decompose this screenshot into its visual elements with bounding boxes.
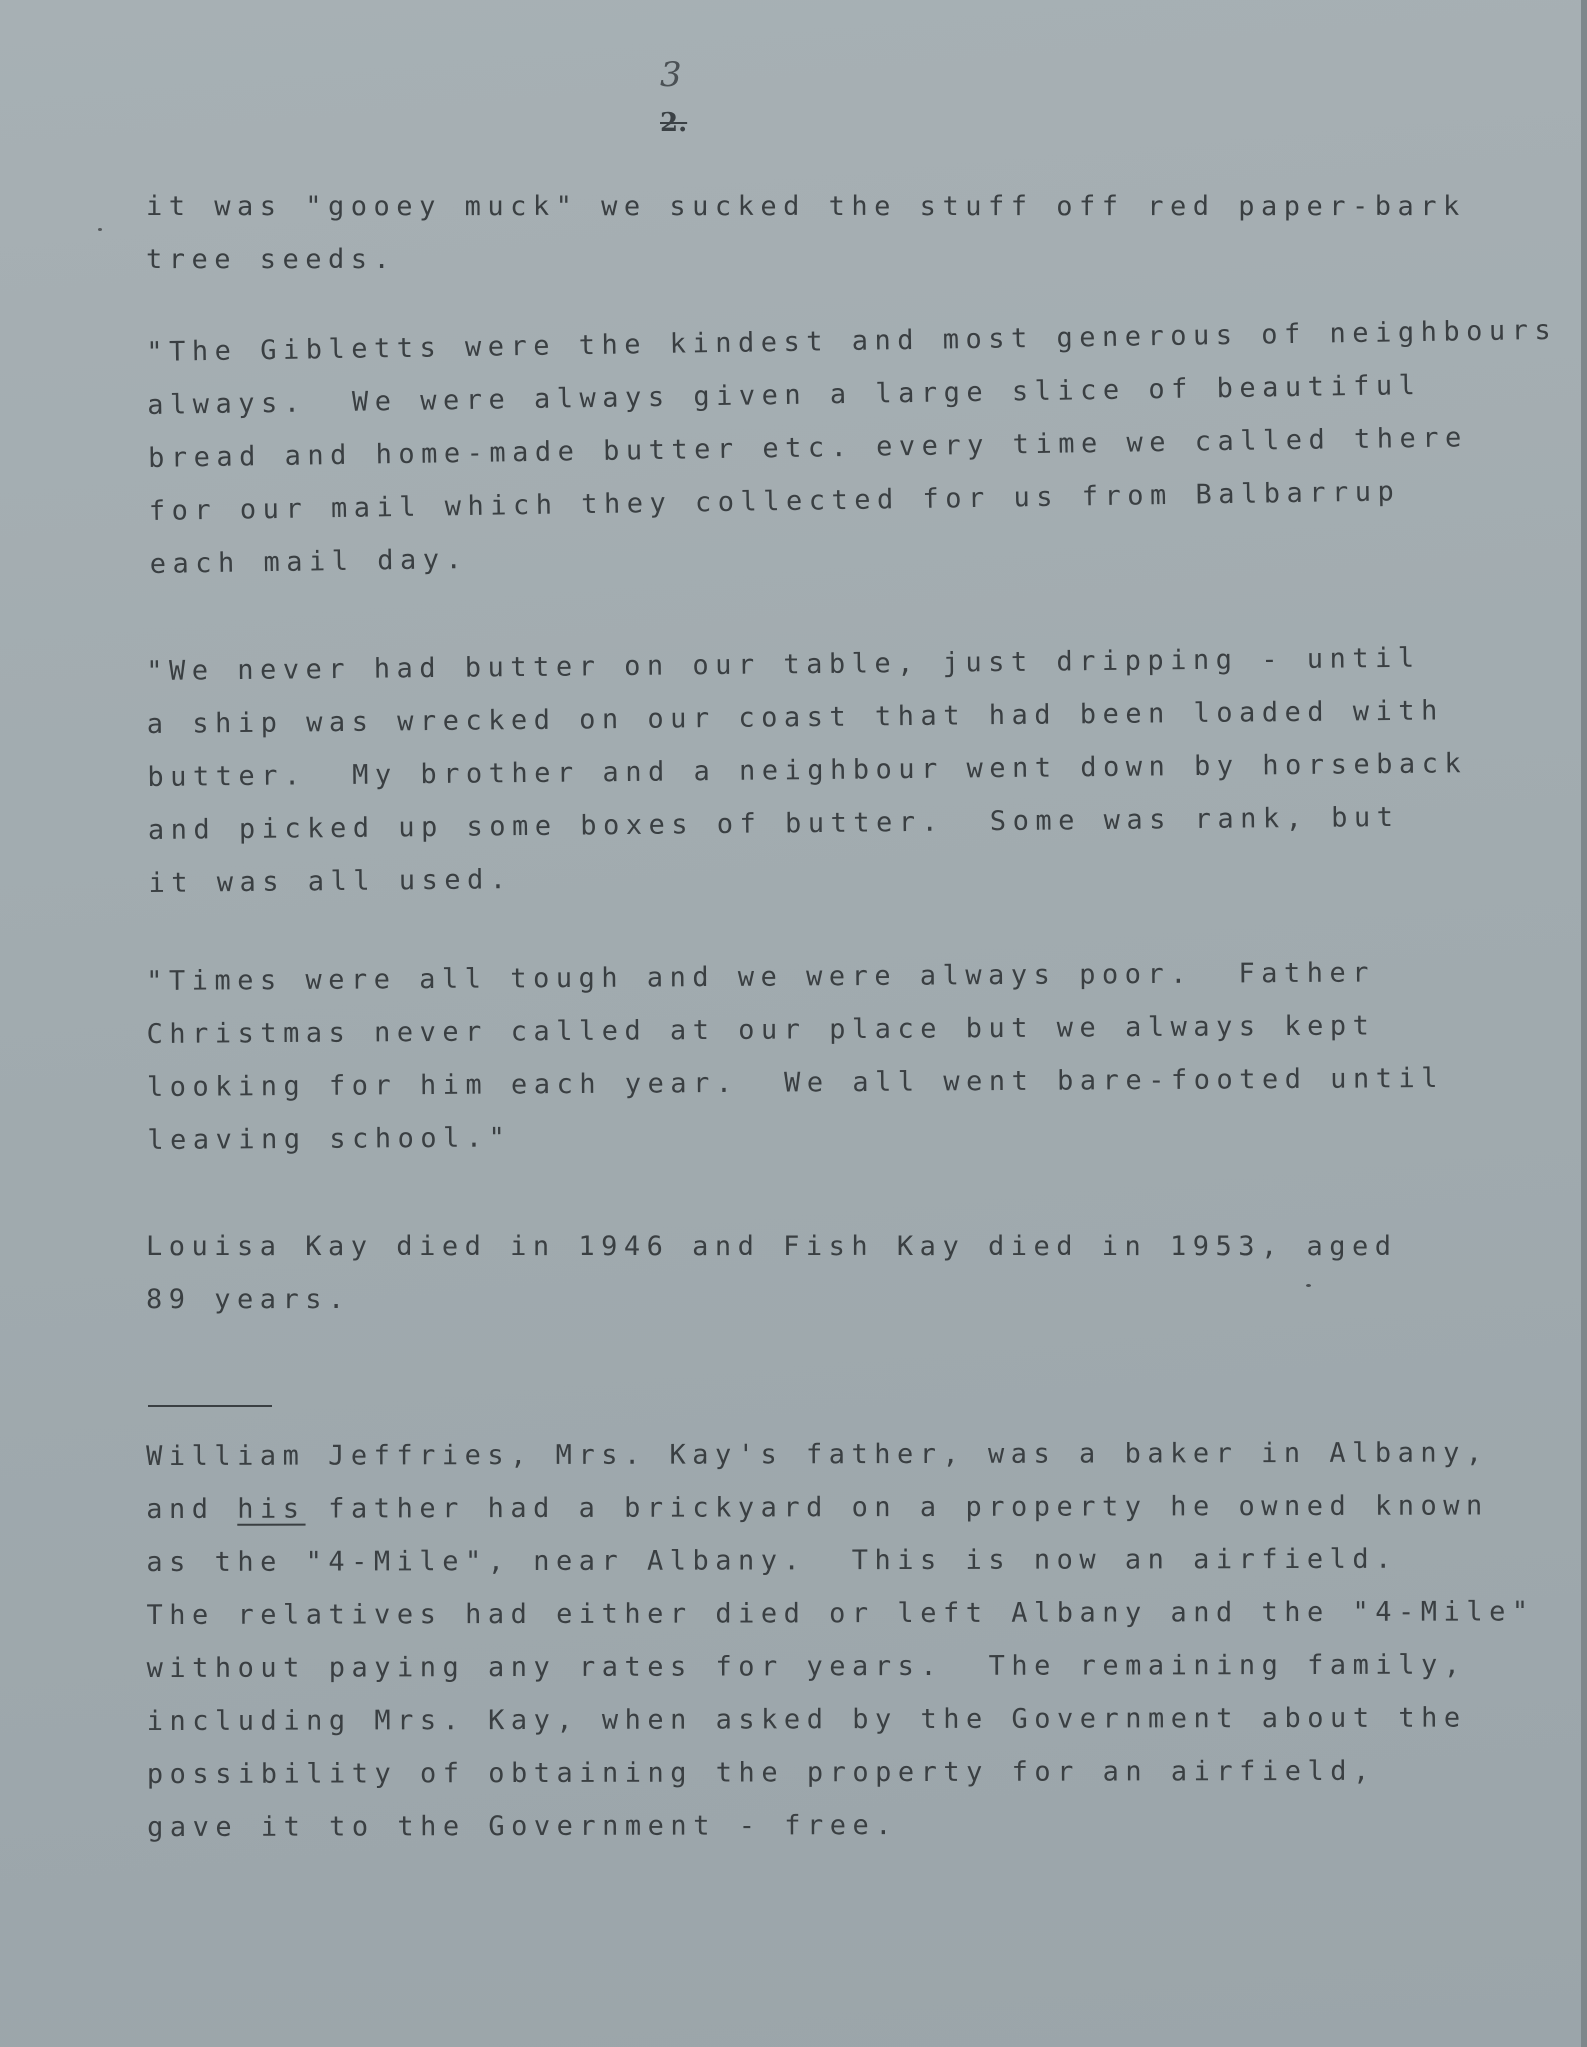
text-fragment: father had a brickyard on a property he owned known [305, 1490, 1489, 1525]
underlined-word: his [237, 1493, 306, 1525]
text-fragment: and [146, 1493, 238, 1525]
text-line: Louisa Kay died in 1946 and Fish Kay died in 1953, aged [146, 1231, 1398, 1262]
text-line: William Jeffries, Mrs. Kay's father, was a baker in Albany, [146, 1437, 1489, 1472]
text-line: as the "4-Mile", near Albany. This is now an airfield. [146, 1543, 1398, 1578]
text-line: tree seeds. [146, 244, 397, 275]
paper-speck [98, 228, 102, 231]
text-line [146, 1479, 1489, 1536]
text-line: looking for him each year. We all went bare-footed until [146, 1062, 1445, 1103]
text-line: Christmas never called at our place but we always kept [146, 1010, 1376, 1050]
text-line: it was all used. [148, 864, 513, 899]
text-line: 89 years. [146, 1284, 351, 1315]
text-line: bread and home-made butter etc. every time we called there [147, 422, 1468, 474]
text-line: "The Gibletts were the kindest and most generous of neighbours [146, 314, 1558, 368]
text-line: without paying any rates for years. The remaining family, [146, 1649, 1467, 1684]
footnote-william-jeffries [146, 1426, 1535, 1854]
paragraph-deaths [146, 1220, 1486, 1326]
text-line: "Times were all tough and we were always poor. Father [146, 957, 1376, 997]
text-line: possibility of obtaining the property for an airfield, [146, 1755, 1376, 1790]
paragraph-paper-bark-seeds [146, 180, 1486, 286]
page-number-handwritten: 3 [660, 55, 682, 95]
text-line: each mail day. [149, 543, 469, 580]
text-line: a ship was wrecked on our coast that had been loaded with [146, 695, 1444, 740]
text-line: for our mail which they collected for us from Balbarrup [148, 476, 1401, 527]
text-line: including Mrs. Kay, when asked by the Government about the [146, 1702, 1467, 1737]
footnote-divider [148, 1405, 272, 1407]
paragraph-butter-shipwreck [146, 631, 1489, 910]
text-line: always. We were always given a large slice of beautiful [147, 369, 1422, 421]
text-line: and picked up some boxes of butter. Some was rank, but [147, 801, 1400, 846]
text-line: gave it to the Government - free. [147, 1810, 899, 1843]
paragraph-gibletts [146, 305, 1558, 591]
page-edge-shadow [1581, 0, 1587, 2047]
text-line: "We never had butter on our table, just dripping - until [146, 642, 1421, 687]
paragraph-tough-times [146, 946, 1487, 1167]
text-line: it was "gooey muck" we sucked the stuff off red paper-bark [146, 191, 1466, 222]
text-line: The relatives had either died or left Albany and the "4-Mile" [146, 1596, 1535, 1631]
page-number-struck-through: 2. [660, 108, 688, 138]
text-line: butter. My brother and a neighbour went down by horseback [147, 748, 1468, 793]
text-line: leaving school." [147, 1122, 512, 1156]
